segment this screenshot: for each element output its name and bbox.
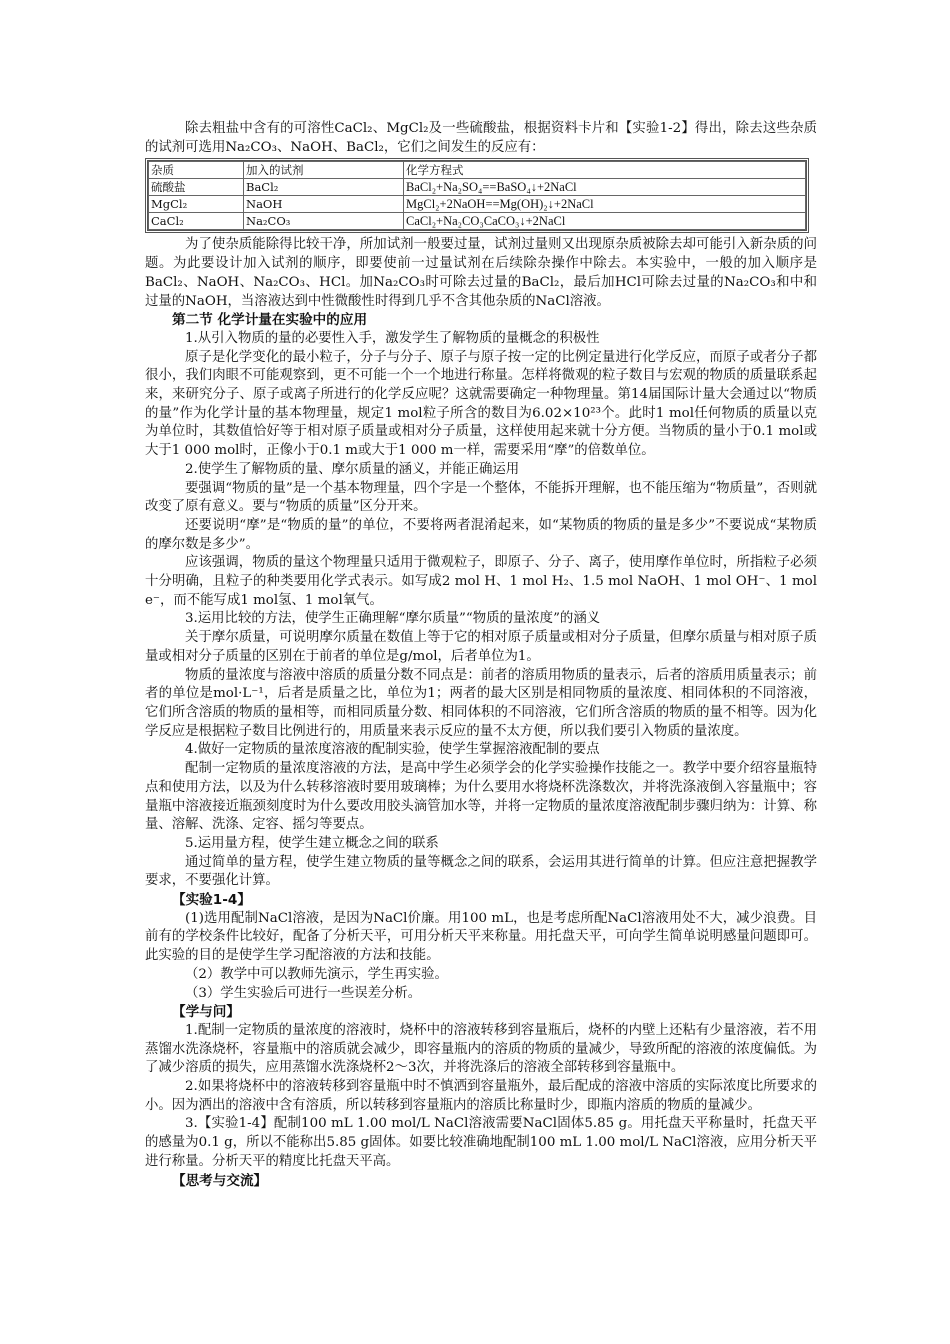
table-header-cell: 加入的试剂 xyxy=(244,162,404,179)
table-header-row xyxy=(149,162,806,179)
table-cell: BaCl₂+Na₂SO₄==BaSO₄↓+2NaCl xyxy=(404,179,806,196)
section-title: 第二节 化学计量在实验中的应用 xyxy=(172,312,368,329)
table-cell: MgCl₂+2NaOH==Mg(OH)₂↓+2NaCl xyxy=(404,196,806,213)
subsection-1-title: 1.从引入物质的量的必要性入手，激发学生了解物质的量概念的积极性 xyxy=(185,330,600,346)
subsection-4-title: 4.做好一定物质的量浓度溶液的配制实验，使学生掌握溶液配制的要点 xyxy=(185,742,600,758)
table-row xyxy=(149,179,806,196)
table-cell: CaCl₂ xyxy=(149,213,244,230)
subsection-3-paragraph: 物质的量浓度与溶液中溶质的质量分数不同点是：前者的溶质用物质的量表示，后者的溶质用质量表示；前者的单位是mol·L⁻¹，后者是质量之比，单位为1；两者的最大区别是相同物质的量浓度、相同体积的不同溶液，它们所含溶质的物质的量相等，而相同质量分数、相同体积的不同溶液，它们所含溶质的物质的量不相等。因为化学反应是根据粒子数目比例进行的，用质量来表示反应的量不太方便，所以我们要引入物质的量浓度。 xyxy=(145,667,817,739)
table-cell: CaCl₂+Na₂CO₃CaCO₃↓+2NaCl xyxy=(404,213,806,230)
table-cell: MgCl₂ xyxy=(149,196,244,213)
experiment-paragraph: （3）学生实验后可进行一些误差分析。 xyxy=(185,985,422,1001)
subsection-1-paragraph: 原子是化学变化的最小粒子，分子与分子、原子与原子按一定的比例定量进行化学反应，而原子或者分子都很小，我们肉眼不可能观察到，更不可能一个一个地进行称量。怎样将微观的粒子数目与宏观的物质的质量联系起来，来研究分子、原子或离子所进行的化学反应呢？这就需要确定一种物理量。第14届国际计量大会通过以“物质的量”作为化学计量的基本物理量，规定1 mol粒子所含的数目为6.02×10²³个。此时1 mol任何物质的质量以克为单位时，其数值恰好等于相对原子质量或相对分子质量，这样使用起来就十分方便。当物质的量小于0.1 mol或大于1 000 mol时，正像小于0.1 m或大于1 000 m一样，需要采用“摩”的倍数单位。 xyxy=(145,349,817,459)
experiment-heading: 【实验1-4】 xyxy=(172,892,251,909)
subsection-2-paragraph: 还要说明“摩”是“物质的量”的单位，不要将两者混淆起来，如“某物质的物质的量是多少”不要说成“某物质的摩尔数是多少”。 xyxy=(145,517,817,552)
table-header-cell: 杂质 xyxy=(149,162,244,179)
subsection-5-paragraph: 通过简单的量方程，使学生建立物质的量等概念之间的联系，会运用其进行简单的计算。但应注意把握教学要求，不要强化计算。 xyxy=(145,854,817,889)
experiment-paragraph: （2）教学中可以教师先演示，学生再实验。 xyxy=(185,966,448,982)
reaction-table xyxy=(145,158,809,233)
subsection-5-title: 5.运用量方程，使学生建立概念之间的联系 xyxy=(185,835,439,851)
table-cell: NaOH xyxy=(244,196,404,213)
subsection-3-title: 3.运用比较的方法，使学生正确理解“摩尔质量”“物质的量浓度”的涵义 xyxy=(185,611,601,627)
table-row xyxy=(149,196,806,213)
learn-and-ask-paragraph: 1.配制一定物质的量浓度的溶液时，烧杯中的溶液转移到容量瓶后，烧杯的内壁上还粘有少量溶液，若不用蒸馏水洗涤烧杯，容量瓶中的溶质就会减少，即容量瓶内的溶质的物质的量减少，导致所配的溶液的浓度偏低。为了减少溶质的损失，应用蒸馏水洗涤烧杯2～3次，并将洗涤后的溶液全部转移到容量瓶中。 xyxy=(145,1022,817,1076)
learn-and-ask-paragraph: 2.如果将烧杯中的溶液转移到容量瓶中时不慎洒到容量瓶外，最后配成的溶液中溶质的实际浓度比所要求的小。因为洒出的溶液中含有溶质，所以转移到容量瓶内的溶质比称量时少，即瓶内溶质的物质的量减少。 xyxy=(145,1079,817,1113)
intro-paragraph: 除去粗盐中含有的可溶性CaCl₂、MgCl₂及一些硫酸盐，根据资料卡片和【实验1-2】得出，除去这些杂质的试剂可选用Na₂CO₃、NaOH、BaCl₂，它们之间发生的反应有： xyxy=(145,121,817,155)
table-header-cell: 化学方程式 xyxy=(404,162,806,179)
subsection-2-title: 2.使学生了解物质的量、摩尔质量的涵义，并能正确运用 xyxy=(185,461,520,477)
subsection-2-paragraph: 要强调“物质的量”是一个基本物理量，四个字是一个整体，不能拆开理解，也不能压缩为“物质量”，否则就改变了原有意义。要与“物质的质量”区分开来。 xyxy=(145,480,817,515)
subsection-2-paragraph: 应该强调，物质的量这个物理量只适用于微观粒子，即原子、分子、离子，使用摩作单位时，所指粒子必须十分明确，且粒子的种类要用化学式表示。如写成2 mol H、1 mol H₂、1.5 mol NaOH、1 mol OH⁻、1 mol e⁻，而不能写成1 mol氢、1 mol氧气。 xyxy=(145,555,817,608)
experiment-paragraph: (1)选用配制NaCl溶液，是因为NaCl价廉。用100 mL，也是考虑所配NaCl溶液用处不大，减少浪费。目前有的学校条件比较好，配备了分析天平，可用分析天平来称量。用托盘天平，可向学生简单说明感量问题即可。此实验的目的是使学生学习配溶液的方法和技能。 xyxy=(145,910,817,964)
subsection-4-paragraph: 配制一定物质的量浓度溶液的方法，是高中学生必须学会的化学实验操作技能之一。教学中要介绍容量瓶特点和使用方法，以及为什么转移溶液时要用玻璃棒；为什么要用水将烧杯洗涤数次，并将洗涤液倒入容量瓶中；容量瓶中溶液接近瓶颈刻度时为什么要改用胶头滴管加水等，并将一定物质的量浓度溶液配制步骤归纳为：计算、称量、溶解、洗涤、定容、摇匀等要点。 xyxy=(145,761,817,833)
table-cell: Na₂CO₃ xyxy=(244,213,404,230)
table-cell: 硫酸盐 xyxy=(149,179,244,196)
table-cell: BaCl₂ xyxy=(244,179,404,196)
learn-and-ask-paragraph: 3.【实验1-4】配制100 mL 1.00 mol/L NaCl溶液需要NaCl固体5.85 g。用托盘天平称量时，托盘天平的感量为0.1 g，所以不能称出5.85 g固体。如要比较准确地配制100 mL 1.00 mol/L NaCl溶液，应用分析天平进行称量。分析天平的精度比托盘天平高。 xyxy=(145,1116,817,1169)
think-and-discuss-heading: 【思考与交流】 xyxy=(172,1172,268,1189)
subsection-3-paragraph: 关于摩尔质量，可说明摩尔质量在数值上等于它的相对原子质量或相对分子质量，但摩尔质量与相对原子质量或相对分子质量的区别在于前者的单位是g/mol，后者单位为1。 xyxy=(145,630,817,664)
document-page xyxy=(145,120,817,1190)
learn-and-ask-heading: 【学与问】 xyxy=(172,1004,240,1021)
table-row xyxy=(149,213,806,230)
order-paragraph: 为了使杂质能除得比较干净，所加试剂一般要过量，试剂过量则又出现原杂质被除去却可能引入新杂质的问题。为此要设计加入试剂的顺序，即要使前一过量试剂在后续除杂操作中除去。本实验中，一般的加入顺序是BaCl₂、NaOH、Na₂CO₃、HCl。加Na₂CO₃时可除去过量的BaCl₂，最后加HCl可除去过量的Na₂CO₃和中和过量的NaOH，当溶液达到中性微酸性时得到几乎不含其他杂质的NaCl溶液。 xyxy=(145,237,817,309)
